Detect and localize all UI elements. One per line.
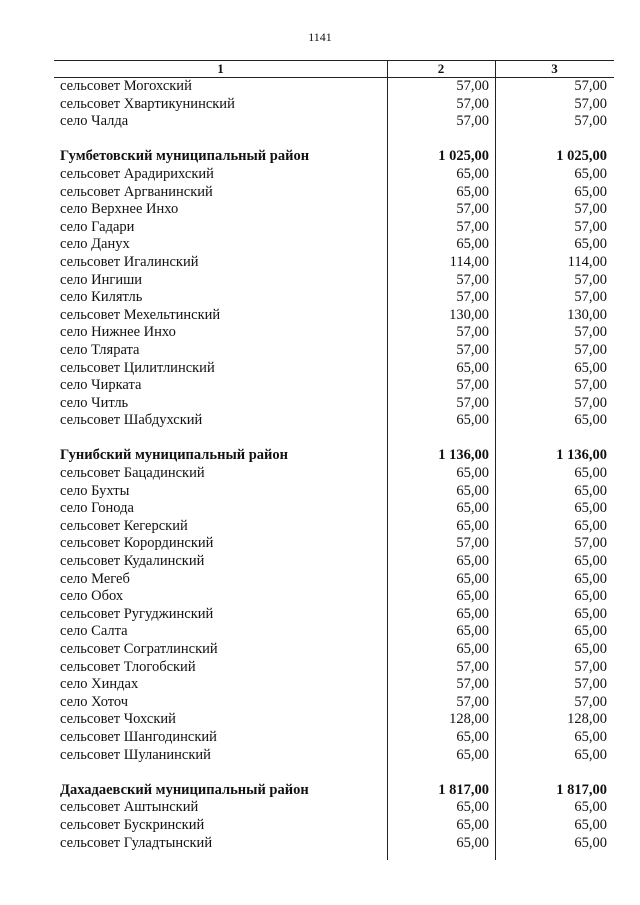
district-value-col2: 1 025,00 [438, 148, 489, 165]
page-number: 1141 [308, 30, 332, 44]
value-col3: 57,00 [574, 218, 607, 235]
value-col3: 57,00 [574, 271, 607, 288]
settlement-name: село Нижнее Инхо [60, 324, 176, 341]
settlement-name: сельсовет Аргванинский [60, 183, 213, 200]
column-header-3: 3 [551, 61, 558, 76]
value-col2: 65,00 [456, 728, 489, 745]
table-row [54, 518, 614, 536]
table-row [54, 729, 614, 747]
settlement-name: сельсовет Бацадинский [60, 465, 205, 482]
value-col2: 65,00 [456, 500, 489, 517]
table-row [54, 465, 614, 483]
table-row [54, 676, 614, 694]
settlement-name: село Тлярата [60, 341, 140, 358]
table-row [54, 219, 614, 237]
value-col2: 65,00 [456, 165, 489, 182]
settlement-name: сельсовет Согратлинский [60, 641, 218, 657]
value-col3: 65,00 [574, 500, 607, 517]
settlement-name: село Данух [60, 236, 130, 253]
settlement-name: село Чирката [60, 377, 142, 394]
table-row [54, 254, 614, 272]
district-total-row [54, 148, 614, 166]
table-row [54, 272, 614, 290]
value-col3: 65,00 [574, 641, 607, 657]
value-col3: 65,00 [574, 746, 607, 763]
value-col2: 65,00 [456, 359, 489, 376]
value-col3: 65,00 [574, 623, 607, 640]
district-total-row [54, 447, 614, 465]
value-col2: 57,00 [456, 78, 489, 94]
value-col2: 57,00 [456, 394, 489, 411]
value-col2: 65,00 [456, 236, 489, 253]
value-col2: 65,00 [456, 746, 489, 763]
settlement-name: село Гонода [60, 500, 134, 517]
value-col2: 65,00 [456, 605, 489, 622]
district-value-col3: 1 025,00 [556, 148, 607, 165]
value-col3: 57,00 [574, 113, 607, 130]
value-col3: 130,00 [567, 306, 607, 323]
settlement-name: село Ингиши [60, 271, 143, 288]
table-row [54, 483, 614, 501]
table-row [54, 571, 614, 589]
table-header [54, 60, 614, 78]
table-row [54, 799, 614, 817]
value-col3: 65,00 [574, 553, 607, 570]
table-row [54, 747, 614, 765]
table-row [54, 289, 614, 307]
value-col2: 65,00 [456, 641, 489, 657]
settlement-name: сельсовет Арадирихский [60, 165, 214, 182]
table-row [54, 78, 614, 96]
value-col3: 65,00 [574, 605, 607, 622]
district-name: Гунибский муниципальный район [60, 447, 289, 464]
table-row [54, 500, 614, 518]
value-col2: 57,00 [456, 218, 489, 235]
value-col3: 65,00 [574, 465, 607, 482]
settlement-name: село Хиндах [60, 676, 139, 693]
value-col2: 65,00 [456, 517, 489, 534]
table-row [54, 342, 614, 360]
value-col2: 65,00 [456, 623, 489, 640]
table-row [54, 236, 614, 254]
value-col2: 130,00 [449, 306, 489, 323]
table-row [54, 588, 614, 606]
settlement-name: сельсовет Кегерский [60, 517, 188, 534]
value-col2: 65,00 [456, 570, 489, 587]
settlement-name: сельсовет Аштынский [60, 799, 199, 816]
value-col2: 65,00 [456, 816, 489, 833]
settlement-name: сельсовет Шабдухский [60, 412, 203, 429]
row-spacer [54, 131, 614, 149]
value-col2: 57,00 [456, 324, 489, 341]
table-row [54, 641, 614, 659]
table-row [54, 606, 614, 624]
value-col3: 65,00 [574, 517, 607, 534]
value-col3: 128,00 [567, 711, 607, 728]
value-col3: 57,00 [574, 78, 607, 94]
table-row [54, 623, 614, 641]
settlement-name: село Читль [60, 394, 129, 411]
table-row [54, 835, 614, 853]
settlement-name: село Верхнее Инхо [60, 201, 179, 218]
table-body [54, 78, 614, 852]
value-col2: 114,00 [449, 253, 489, 270]
value-col2: 57,00 [456, 535, 489, 552]
district-value-col2: 1 817,00 [438, 781, 489, 798]
settlement-name: сельсовет Мехельтинский [60, 306, 221, 323]
table-row [54, 201, 614, 219]
value-col3: 65,00 [574, 570, 607, 587]
value-col3: 57,00 [574, 289, 607, 306]
value-col3: 65,00 [574, 412, 607, 429]
value-col2: 57,00 [456, 271, 489, 288]
value-col3: 65,00 [574, 799, 607, 816]
value-col3: 65,00 [574, 165, 607, 182]
table-row [54, 535, 614, 553]
value-col3: 65,00 [574, 816, 607, 833]
table-row [54, 96, 614, 114]
value-col2: 65,00 [456, 799, 489, 816]
value-col2: 57,00 [456, 201, 489, 218]
district-name: Гумбетовский муниципальный район [60, 148, 310, 165]
value-col3: 65,00 [574, 359, 607, 376]
value-col2: 65,00 [456, 588, 489, 605]
settlement-name: село Хоточ [60, 693, 129, 710]
settlement-name: сельсовет Ругуджинский [60, 605, 214, 622]
value-col3: 57,00 [574, 394, 607, 411]
value-col3: 65,00 [574, 482, 607, 499]
value-col2: 65,00 [456, 834, 489, 851]
value-col2: 65,00 [456, 482, 489, 499]
value-col2: 65,00 [456, 465, 489, 482]
table-row [54, 412, 614, 430]
value-col3: 114,00 [567, 253, 607, 270]
settlement-name: сельсовет Чохский [60, 711, 176, 728]
settlement-name: сельсовет Шангодинский [60, 728, 217, 745]
table-row [54, 659, 614, 677]
table-row [54, 377, 614, 395]
district-name: Дахадаевский муниципальный район [60, 781, 309, 798]
district-total-row [54, 782, 614, 800]
value-col3: 65,00 [574, 728, 607, 745]
settlement-name: село Мегеб [60, 570, 130, 587]
table-row [54, 113, 614, 131]
settlement-name: село Килятль [60, 289, 143, 306]
settlement-name: сельсовет Шуланинский [60, 746, 211, 763]
value-col3: 57,00 [574, 95, 607, 112]
table-row [54, 395, 614, 413]
value-col3: 57,00 [574, 693, 607, 710]
value-col3: 65,00 [574, 834, 607, 851]
value-col3: 65,00 [574, 183, 607, 200]
column-header-2: 2 [437, 61, 445, 76]
value-col2: 57,00 [456, 658, 489, 675]
column-header-1: 1 [217, 61, 224, 76]
settlement-name: сельсовет Могохский [60, 78, 192, 94]
value-col2: 128,00 [449, 711, 489, 728]
value-col3: 57,00 [574, 676, 607, 693]
settlement-name: село Салта [60, 623, 128, 640]
table-row [54, 184, 614, 202]
district-value-col2: 1 136,00 [438, 447, 489, 464]
district-value-col3: 1 817,00 [556, 781, 607, 798]
value-col2: 57,00 [456, 693, 489, 710]
table-row [54, 711, 614, 729]
value-col3: 57,00 [574, 324, 607, 341]
district-value-col3: 1 136,00 [556, 447, 607, 464]
table-row [54, 694, 614, 712]
settlement-name: сельсовет Игалинский [60, 253, 199, 270]
table-row [54, 553, 614, 571]
value-col3: 57,00 [574, 341, 607, 358]
settlement-name: село Обох [60, 588, 124, 605]
table-row [54, 817, 614, 835]
value-col2: 57,00 [456, 95, 489, 112]
value-col2: 57,00 [456, 289, 489, 306]
table-row [54, 360, 614, 378]
settlement-name: сельсовет Гуладтынский [60, 834, 213, 851]
value-col2: 57,00 [456, 113, 489, 130]
value-col3: 65,00 [574, 588, 607, 605]
value-col3: 57,00 [574, 535, 607, 552]
table-row [54, 166, 614, 184]
value-col2: 57,00 [456, 377, 489, 394]
allocation-table [54, 60, 614, 852]
table-row [54, 324, 614, 342]
row-spacer [54, 764, 614, 782]
value-col2: 65,00 [456, 183, 489, 200]
settlement-name: сельсовет Бускринский [60, 816, 205, 833]
settlement-name: сельсовет Хвартикунинский [60, 95, 235, 112]
settlement-name: сельсовет Корординский [60, 535, 214, 552]
value-col2: 65,00 [456, 412, 489, 429]
value-col2: 57,00 [456, 676, 489, 693]
settlement-name: сельсовет Тлогобский [60, 658, 196, 675]
value-col3: 57,00 [574, 377, 607, 394]
row-spacer [54, 430, 614, 448]
value-col2: 65,00 [456, 553, 489, 570]
value-col2: 57,00 [456, 341, 489, 358]
value-col3: 65,00 [574, 236, 607, 253]
table-row [54, 307, 614, 325]
settlement-name: село Гадари [60, 218, 135, 235]
settlement-name: село Чалда [60, 113, 129, 130]
value-col3: 57,00 [574, 201, 607, 218]
value-col3: 57,00 [574, 658, 607, 675]
settlement-name: село Бухты [60, 482, 130, 499]
settlement-name: сельсовет Цилитлинский [60, 359, 215, 376]
settlement-name: сельсовет Кудалинский [60, 553, 205, 570]
